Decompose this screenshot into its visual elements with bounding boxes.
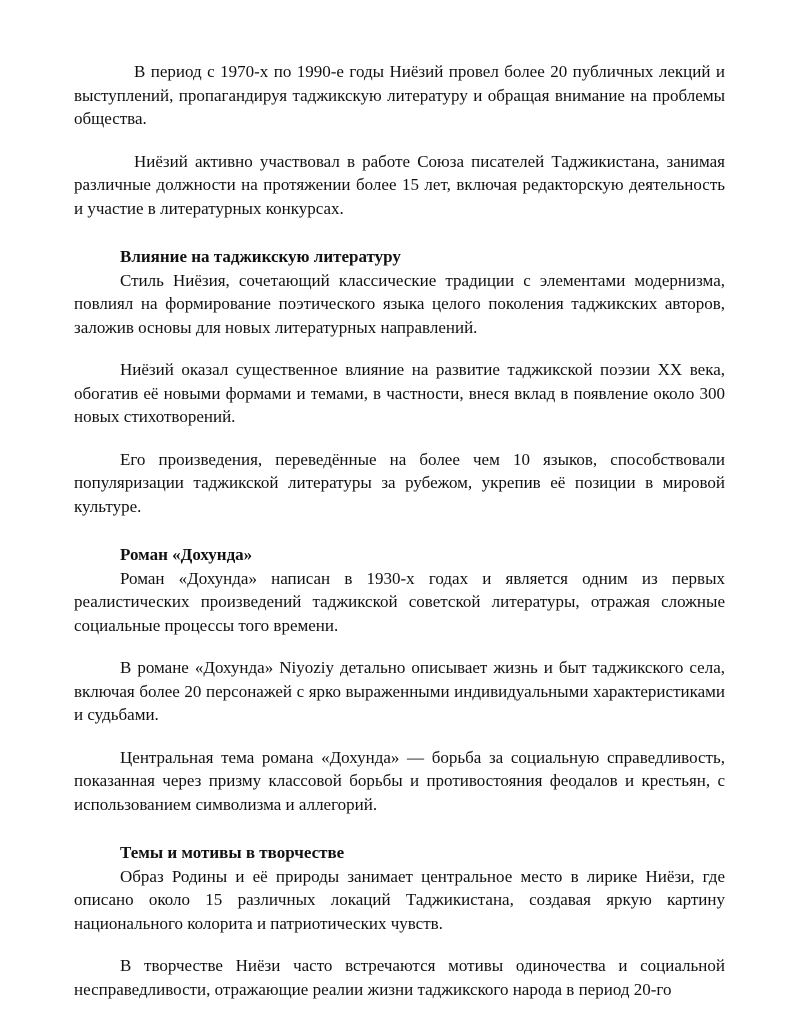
paragraph-gap [74,339,725,358]
paragraph-gap [74,429,725,448]
section-heading: Роман «Дохунда» [120,545,253,564]
section-heading: Влияние на таджикскую литературу [120,247,401,266]
paragraph: Образ Родины и её природы занимает центральное место в лирике Ниёзи, где описано около 15 различных локаций Таджикистана, создавая яркую картину национального колорита и патриотических чувств. [74,866,725,933]
paragraph: Ниёзий активно участвовал в работе Союза писателей Таджикистана, занимая различные должности на протяжении более 15 лет, включая редакторскую деятельность и участие в литературных конкурсах. [74,151,725,218]
paragraph: В творчестве Ниёзи часто встречаются мотивы одиночества и социальной несправедливости, отражающие реалии жизни таджикского народа в период 20-го [74,956,725,999]
paragraph: В период с 1970-х по 1990-е годы Ниёзий провел более 20 публичных лекций и выступлений, пропагандируя таджикскую литературу и обращая внимание на проблемы общества. [74,62,725,128]
section-heading: Темы и мотивы в творчестве [120,843,345,862]
paragraph-gap [74,727,725,746]
paragraph-gap [74,220,725,239]
paragraph-gap [74,816,725,835]
paragraph: Стиль Ниёзия, сочетающий классические традиции с элементами модернизма, повлиял на формирование поэтического языка целого поколения таджикских авторов, заложив основы для новых литературных направлений. [74,270,725,337]
paragraph: Роман «Дохунда» написан в 1930-х годах и является одним из первых реалистических произведений таджикской советской литературы, отражая сложные социальные процессы того времени. [74,568,725,635]
paragraph-gap [74,131,725,150]
paragraph: В романе «Дохунда» Niyoziy детально описывает жизнь и быт таджикского села, включая более 20 персонажей с ярко выраженными индивидуальными характеристиками и судьбами. [74,658,725,724]
paragraph-gap [74,637,725,656]
paragraph-gap [74,518,725,537]
paragraph-gap [74,935,725,954]
paragraph: Ниёзий оказал существенное влияние на развитие таджикской поэзии XX века, обогатив её новыми формами и темами, в частности, внеся вклад в появление около 300 новых стихотворений. [74,360,725,426]
paragraph: Его произведения, переведённые на более чем 10 языков, способствовали популяризации таджикской литературы за рубежом, укрепив её позиции в мировой культуре. [74,449,725,516]
paragraph: Центральная тема романа «Дохунда» — борьба за социальную справедливость, показанная через призму классовой борьбы и противостояния феодалов и крестьян, с использованием символизма и аллегорий. [74,747,725,814]
